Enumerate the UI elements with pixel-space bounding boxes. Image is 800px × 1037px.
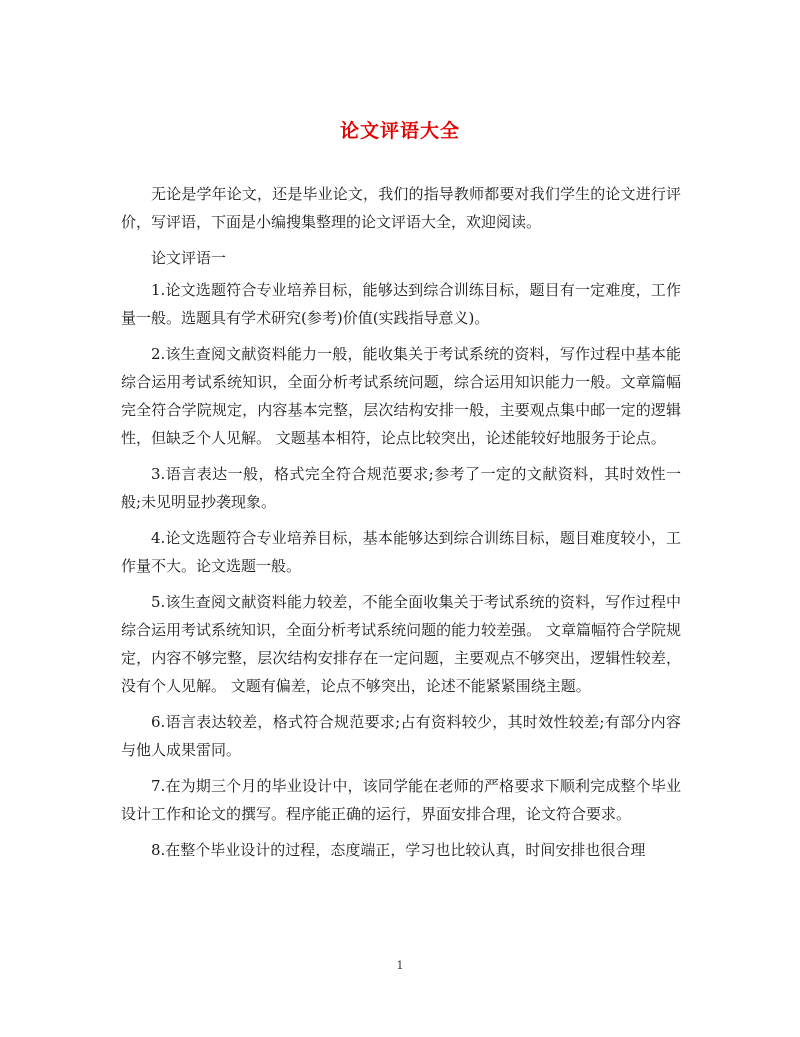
comment-item-1: 1.论文选题符合专业培养目标，能够达到综合训练目标，题目有一定难度，工作量一般。选题具有学术研究(参考)价值(实践指导意义)。 (121, 281, 681, 327)
document-body (121, 180, 681, 872)
page-number: 1 (396, 959, 404, 972)
intro-paragraph: 无论是学年论文，还是毕业论文，我们的指导教师都要对我们学生的论文进行评价，写评语，下面是小编搜集整理的论文评语大全，欢迎阅读。 (121, 185, 681, 231)
comment-item-2: 2.该生查阅文献资料能力一般，能收集关于考试系统的资料，写作过程中基本能综合运用考试系统知识，全面分析考试系统问题，综合运用知识能力一般。文章篇幅完全符合学院规定，内容基本完整，层次结构安排一般，主要观点集中邮一定的逻辑性，但缺乏个人见解。 文题基本相符，论点比较突出，论述能较好地服务于论点。 (121, 345, 681, 447)
comment-item-6: 6.语言表达较差，格式符合规范要求;占有资料较少，其时效性较差;有部分内容与他人成果雷同。 (121, 713, 681, 759)
comment-item-7: 7.在为期三个月的毕业设计中，该同学能在老师的严格要求下顺利完成整个毕业设计工作和论文的撰写。程序能正确的运行，界面安排合理，论文符合要求。 (121, 777, 681, 823)
page-title: 论文评语大全 (339, 120, 460, 142)
comment-item-4: 4.论文选题符合专业培养目标，基本能够达到综合训练目标，题目难度较小，工作量不大。论文选题一般。 (121, 529, 681, 575)
comment-item-5: 5.该生查阅文献资料能力较差，不能全面收集关于考试系统的资料，写作过程中综合运用考试系统知识，全面分析考试系统问题的能力较差强。 文章篇幅符合学院规定，内容不够完整，层次结构安排存在一定问题，主要观点不够突出，逻辑性较差，没有个人见解。 文题有偏差，论点不够突出，论述不能紧紧围绕主题。 (121, 593, 681, 695)
section-heading: 论文评语一 (151, 249, 227, 267)
comment-item-3: 3.语言表达一般，格式完全符合规范要求;参考了一定的文献资料，其时效性一般;未见明显抄袭现象。 (121, 465, 681, 511)
comment-item-8: 8.在整个毕业设计的过程，态度端正，学习也比较认真，时间安排也很合理 (151, 841, 646, 859)
